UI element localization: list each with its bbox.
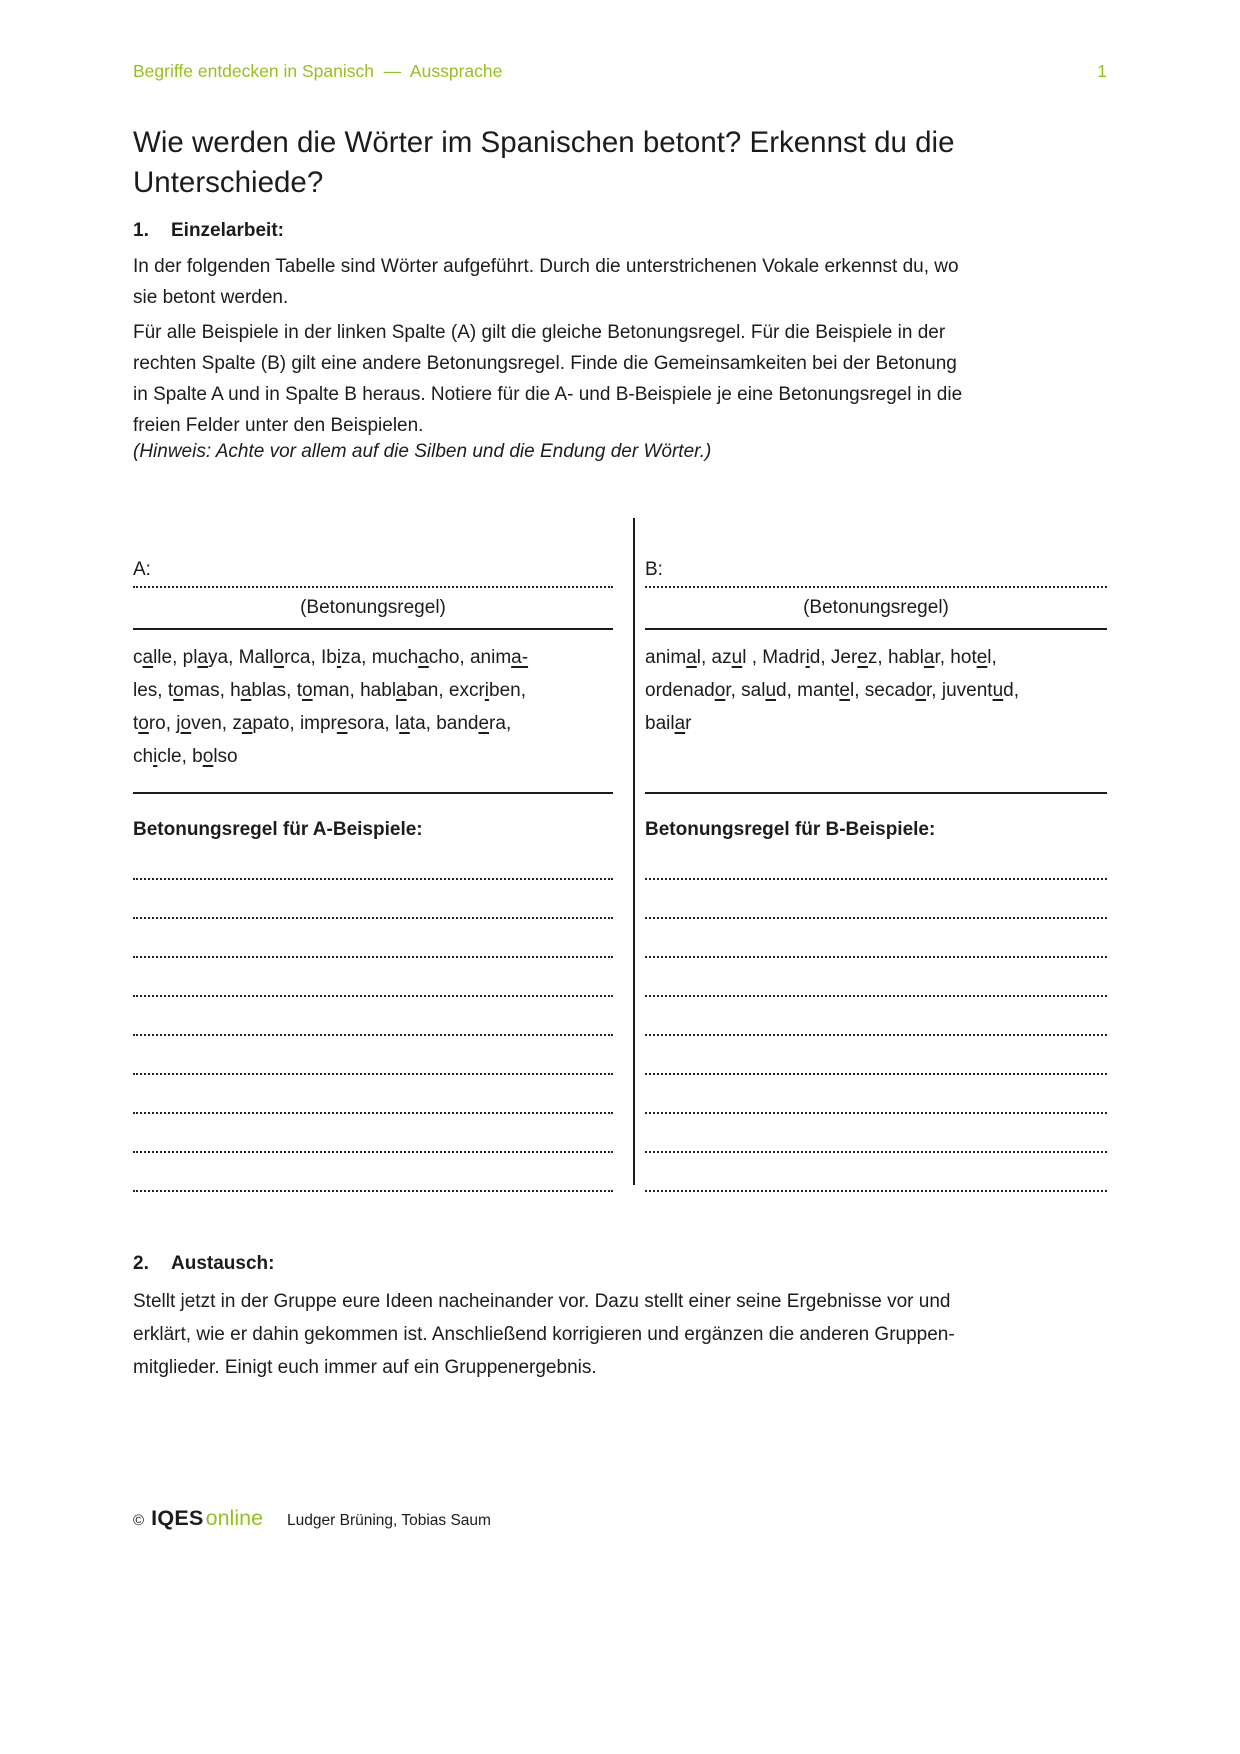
section-1-heading bbox=[133, 220, 284, 242]
answer-line bbox=[133, 997, 613, 1036]
answer-line bbox=[133, 841, 613, 880]
text-line: animal, azul , Madrid, Jerez, hablar, hotel, bbox=[645, 647, 997, 668]
section-2-number: 2. bbox=[133, 1253, 149, 1274]
column-b-label-row bbox=[645, 559, 1107, 588]
text-line: Stellt jetzt in der Gruppe eure Ideen nacheinander vor. Dazu stellt einer seine Ergebnisse vor und bbox=[133, 1291, 951, 1312]
answer-line bbox=[645, 1114, 1107, 1153]
answer-line bbox=[645, 880, 1107, 919]
copyright-symbol: © bbox=[133, 1512, 145, 1529]
answer-line bbox=[645, 997, 1107, 1036]
text-line: In der folgenden Tabelle sind Wörter aufgeführt. Durch die unterstrichenen Vokale erkennst du, wo bbox=[133, 256, 959, 277]
column-b-separator-line bbox=[645, 792, 1107, 794]
section-2-label: Austausch: bbox=[171, 1253, 275, 1274]
section-2-heading bbox=[133, 1253, 274, 1275]
text-line: sie betont werden. bbox=[133, 287, 289, 308]
answer-line bbox=[133, 880, 613, 919]
text-line: Wie werden die Wörter im Spanischen betont? Erkennst du die bbox=[133, 126, 955, 159]
answer-line bbox=[645, 841, 1107, 880]
answer-line bbox=[133, 958, 613, 997]
text-line: mitglieder. Einigt euch immer auf ein Gruppenergebnis. bbox=[133, 1357, 597, 1378]
column-a-label: A: bbox=[133, 559, 151, 580]
text-line: Unterschiede? bbox=[133, 166, 324, 199]
stress-rules-table bbox=[133, 518, 1107, 1185]
section-2-paragraph bbox=[133, 1285, 1123, 1384]
answer-line bbox=[133, 1114, 613, 1153]
column-a-subheader: (Betonungsregel) bbox=[133, 588, 613, 630]
section-1-hint bbox=[133, 436, 1123, 467]
column-a-answer-lines bbox=[133, 841, 613, 1192]
text-line: rechten Spalte (B) gilt eine andere Betonungsregel. Finde die Gemeinsamkeiten bei der Betonung bbox=[133, 353, 957, 374]
column-b-label: B: bbox=[645, 559, 663, 580]
text-line: calle, playa, Mallorca, Ibiza, muchacho, anima- bbox=[133, 647, 529, 668]
column-b-word-list bbox=[645, 630, 1107, 773]
text-line: (Hinweis: Achte vor allem auf die Silben und die Endung der Wörter.) bbox=[133, 441, 712, 462]
column-divider-line bbox=[633, 518, 635, 1185]
answer-line bbox=[133, 1153, 613, 1192]
page-title bbox=[133, 123, 1133, 203]
column-b-answer-lines bbox=[645, 841, 1107, 1192]
authors-names: Ludger Brüning, Tobias Saum bbox=[287, 1512, 491, 1529]
text-line: toro, joven, zapato, impresora, lata, bandera, bbox=[133, 713, 512, 734]
answer-line bbox=[645, 1036, 1107, 1075]
iqes-logo-online: online bbox=[205, 1506, 264, 1530]
page-number: 1 bbox=[1097, 61, 1107, 81]
text-line: in Spalte A und in Spalte B heraus. Notiere für die A- und B-Beispiele je eine Betonungsregel in die bbox=[133, 384, 963, 405]
column-b-subheader: (Betonungsregel) bbox=[645, 588, 1107, 630]
text-line: freien Felder unter den Beispielen. bbox=[133, 415, 424, 436]
answer-line bbox=[645, 1153, 1107, 1192]
answer-line bbox=[645, 1075, 1107, 1114]
answer-line bbox=[645, 958, 1107, 997]
column-a-label-row bbox=[133, 559, 613, 588]
text-line: erklärt, wie er dahin gekommen ist. Anschließend korrigieren und ergänzen die anderen Gruppen- bbox=[133, 1324, 955, 1345]
text-line: bailar bbox=[645, 713, 692, 734]
column-a-word-list bbox=[133, 630, 613, 773]
section-1-paragraph-2 bbox=[133, 317, 1123, 441]
column-a-rule-heading: Betonungsregel für A-Beispiele: bbox=[133, 819, 423, 840]
answer-line bbox=[133, 919, 613, 958]
section-1-label: Einzelarbeit: bbox=[171, 220, 284, 241]
iqes-logo: IQES bbox=[151, 1506, 204, 1530]
column-b bbox=[645, 518, 1107, 1192]
page-header bbox=[133, 61, 1107, 82]
text-line: Für alle Beispiele in der linken Spalte (A) gilt die gleiche Betonungsregel. Für die Beispiele in der bbox=[133, 322, 946, 343]
text-line: ordenador, salud, mantel, secador, juventud, bbox=[645, 680, 1020, 701]
column-b-rule-heading: Betonungsregel für B-Beispiele: bbox=[645, 819, 936, 840]
text-line: chicle, bolso bbox=[133, 746, 238, 767]
section-1-number: 1. bbox=[133, 220, 149, 241]
answer-line bbox=[645, 919, 1107, 958]
document-category-title: Begriffe entdecken in Spanisch — Aussprache bbox=[133, 61, 503, 81]
column-a-separator-line bbox=[133, 792, 613, 794]
page-footer bbox=[133, 1506, 491, 1531]
text-line: les, tomas, hablas, toman, hablaban, excriben, bbox=[133, 680, 526, 701]
section-1-paragraph-1 bbox=[133, 251, 1123, 313]
column-a bbox=[133, 518, 613, 1192]
answer-line bbox=[133, 1075, 613, 1114]
answer-line bbox=[133, 1036, 613, 1075]
